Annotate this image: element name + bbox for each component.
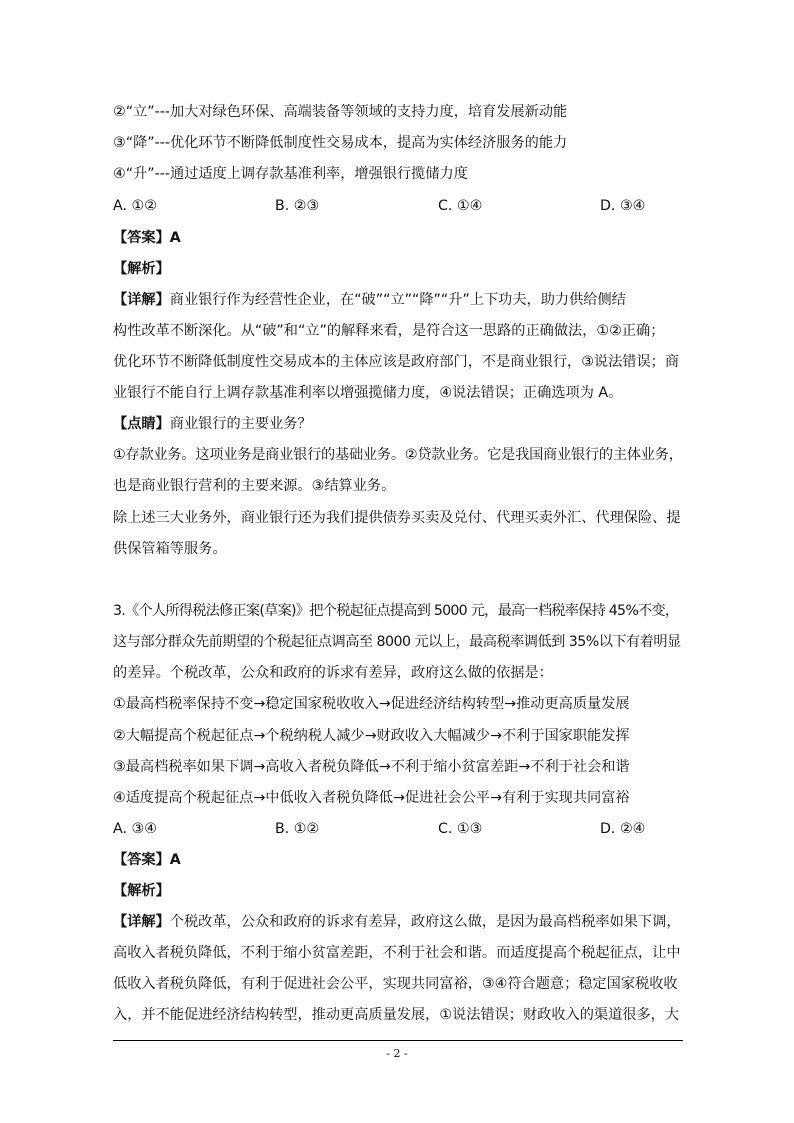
q3-item-1: ①最高档税率保持不变→稳定国家税收收入→促进经济结构转型→推动更高质量发展 bbox=[113, 696, 630, 712]
q3-detail-line: 【详解】个税改革，公众和政府的诉求有差异，政府这么做，是因为最高档税率如果下调， bbox=[113, 914, 681, 930]
q3-detail-line: 高收入者税负降低，不利于缩小贫富差距，不利于社会和谐。而适度提高个税起征点，让中 bbox=[113, 945, 681, 961]
q2-option-d: D. ③④ bbox=[600, 198, 646, 214]
page-number: - 2 - bbox=[386, 1047, 408, 1060]
q3-answer: 【答案】A bbox=[113, 852, 181, 868]
section-heading: 【详解】 bbox=[113, 292, 170, 308]
q2-detail-line: 【详解】商业银行作为经营性企业，在“破”“立”“降”“升”上下功夫，助力供给侧结 bbox=[113, 292, 626, 308]
q2-options bbox=[113, 196, 683, 216]
q2-option-b: B. ②③ bbox=[275, 198, 320, 214]
q3-detail-line: 低收入者税负降低，有利于促进社会公平，实现共同富裕，③④符合题意；稳定国家税收收 bbox=[113, 976, 678, 992]
q3-option-c: C. ①③ bbox=[438, 821, 483, 837]
q2-option-a: A. ①② bbox=[113, 198, 157, 214]
q3-stem-line: 3.《个人所得税法修正案(草案)》把个税起征点提高到 5000 元，最高一档税率保持 45%不变， bbox=[113, 603, 679, 619]
q3-detail-line: 入，并不能促进经济结构转型，推动更高质量发展，①说法错误；财政收入的渠道很多，大 bbox=[113, 1007, 680, 1023]
q3-option-b: B. ①② bbox=[275, 821, 320, 837]
q2-pointer-line: 也是商业银行营利的主要来源。③结算业务。 bbox=[113, 478, 396, 494]
q3-stem-line: 的差异。个税改革，公众和政府的诉求有差异，政府这么做的依据是： bbox=[113, 665, 553, 681]
footer-rule bbox=[113, 1040, 683, 1041]
q3-item-2: ②大幅提高个税起征点→个税纳税人减少→财政收入大幅减少→不利于国家职能发挥 bbox=[113, 728, 630, 744]
q2-item-2: ②“立”---加大对绿色环保、高端装备等领域的支持力度，培育发展新动能 bbox=[113, 104, 568, 120]
q2-pointer-title: 【点睛】商业银行的主要业务？ bbox=[113, 416, 312, 432]
q3-item-4: ④适度提高个税起征点→中低收入者税负降低→促进社会公平→有利于实现共同富裕 bbox=[113, 790, 630, 806]
q3-stem-line: 这与部分群众先前期望的个税起征点调高至 8000 元以上，最高税率调低到 35%以下有着明显 bbox=[113, 634, 681, 650]
q3-item-3: ③最高档税率如果下调→高收入者税负降低→不利于缩小贫富差距→不利于社会和谐 bbox=[113, 759, 630, 775]
q2-pointer-line: ①存款业务。这项业务是商业银行的基础业务。②贷款业务。它是我国商业银行的主体业务， bbox=[113, 447, 683, 463]
q3-options bbox=[113, 819, 683, 839]
section-heading: 【点睛】 bbox=[113, 416, 170, 432]
q2-detail-line: 构性改革不断深化。从“破”和“立”的解释来看，是符合这一思路的正确做法，①②正确； bbox=[113, 323, 665, 339]
q3-option-a: A. ③④ bbox=[113, 821, 157, 837]
q3-analysis-title: 【解析】 bbox=[113, 883, 170, 899]
q2-detail-line: 业银行不能自行上调存款基准利率以增强揽储力度，④说法错误；正确选项为 A。 bbox=[113, 385, 623, 401]
q2-analysis-title: 【解析】 bbox=[113, 261, 170, 277]
section-heading: 【详解】 bbox=[113, 914, 170, 930]
q2-detail-line: 优化环节不断降低制度性交易成本的主体应该是政府部门，不是商业银行，③说法错误；商 bbox=[113, 354, 680, 370]
q2-item-4: ④“升”---通过适度上调存款基准利率，增强银行揽储力度 bbox=[113, 166, 468, 182]
q3-option-d: D. ②④ bbox=[600, 821, 646, 837]
q2-pointer-line: 供保管箱等服务。 bbox=[113, 541, 227, 557]
q2-item-3: ③“降”---优化环节不断降低制度性交易成本，提高为实体经济服务的能力 bbox=[113, 135, 568, 151]
q2-pointer-line: 除上述三大业务外，商业银行还为我们提供债券买卖及兑付、代理买卖外汇、代理保险、提 bbox=[113, 510, 681, 526]
q2-answer: 【答案】A bbox=[113, 230, 181, 246]
q2-option-c: C. ①④ bbox=[438, 198, 483, 214]
